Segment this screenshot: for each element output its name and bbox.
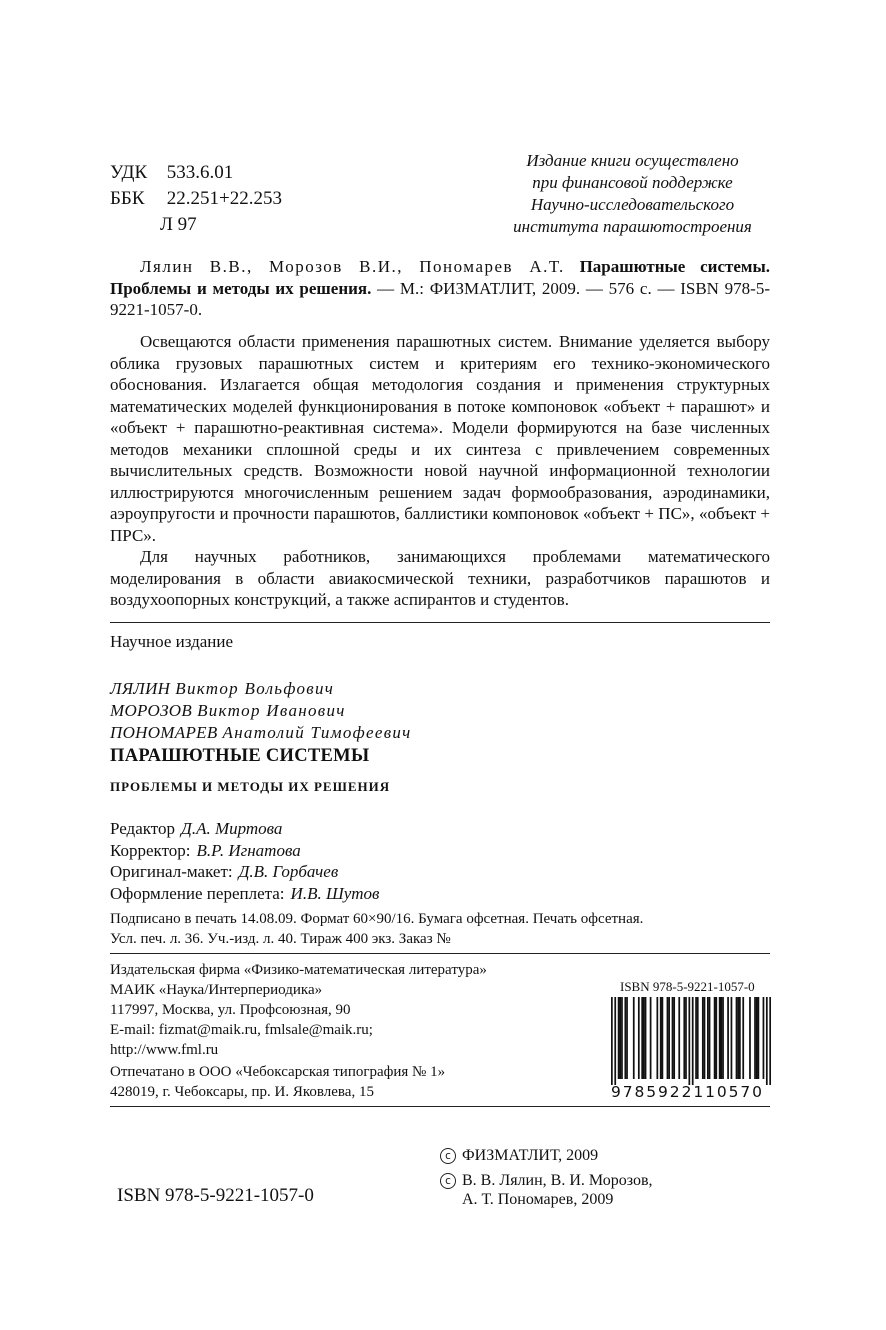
barcode-bar <box>758 997 760 1079</box>
copyright-line: c ФИЗМАТЛИТ, 2009 <box>440 1146 598 1166</box>
barcode-bar <box>650 997 652 1079</box>
author-line: МОРОЗОВ Виктор Иванович <box>110 701 346 720</box>
barcode-bar <box>645 997 647 1079</box>
udk-line <box>110 160 282 186</box>
barcode-bar <box>704 997 706 1079</box>
barcode-bar <box>709 997 711 1079</box>
biblio-details: — М.: ФИЗМАТЛИТ, 2009. — 576 с. — ISBN 978-5-9221-1057-0. <box>110 278 771 319</box>
abstract <box>110 331 770 611</box>
biblio-title: Парашютные системы. Проблемы и методы их решения. <box>110 257 770 298</box>
credit-line: Оригинал-макет: Д.В. Горбачев <box>110 862 339 881</box>
barcode-bar <box>742 997 744 1079</box>
abstract-paragraph: Для научных работников, занимающихся проблемами математического моделирования в области авиакосмической техники, разработчиков парашютов и воздухоопорных конструкций, а также аспирантов и студентов. <box>110 547 770 609</box>
credit-line: Оформление переплета: И.В. Шутов <box>110 883 380 903</box>
barcode-bar <box>668 997 670 1079</box>
barcode-bar <box>621 997 623 1079</box>
bbk-label: ББК <box>110 188 145 209</box>
publisher-line: E-mail: fizmat@maik.ru, fmlsale@maik.ru; <box>110 1022 373 1038</box>
abstract-paragraph: Освещаются области применения парашютных систем. Внимание уделяется выбору облика грузовых парашютных систем и критериям его технико-экономического обоснования. Излагается общая методология создания и применения структурных математических моделей функционирования в потоке компоновок «объект + парашют» и «объект + парашютно-реактивная система». Модели формируются на базе численных методов механики сплошной среды и их синтеза с привлечением современных вычислительных средств. Возможности новой научной информационной технологии иллюстрируются многочисленным решением задач формообразования, аэродинамики, аэроупругости и прочности парашютов, баллистики компоновок «объект + ПС», «объект + ПРС». <box>110 332 770 545</box>
barcode <box>611 997 771 1085</box>
copyright-icon: c <box>440 1173 456 1189</box>
barcode-bar <box>641 997 643 1079</box>
barcode-bar <box>756 997 758 1079</box>
isbn-bottom: ISBN 978-5-9221-1057-0 <box>117 1185 314 1206</box>
divider <box>110 953 770 954</box>
print-line: Подписано в печать 14.08.09. Формат 60×90/16. Бумага офсетная. Печать офсетная. <box>110 911 644 927</box>
printer-line: Отпечатано в ООО «Чебоксарская типография № 1» <box>110 1064 446 1080</box>
publisher-info <box>110 960 487 1060</box>
copyright-icon: c <box>440 1148 456 1164</box>
publisher-line: МАИК «Наука/Интерпериодика» <box>110 982 323 998</box>
barcode-bar <box>722 997 724 1079</box>
divider <box>110 1106 770 1107</box>
barcode-bar <box>626 997 628 1079</box>
edition-type: Научное издание <box>110 632 234 651</box>
bibliographic-record <box>110 256 770 321</box>
credit-line: Редактор Д.А. Миртова <box>110 819 283 838</box>
credit-line: Корректор: В.Р. Игнатова <box>110 840 301 860</box>
barcode-bar <box>727 997 729 1079</box>
udk-label: УДК <box>110 162 148 183</box>
barcode-bar <box>749 997 751 1079</box>
barcode-digits: 9785922110570 <box>611 1083 764 1101</box>
copyright-line: c В. В. Лялин, В. И. Морозов, <box>440 1171 653 1191</box>
barcode-bar <box>660 997 662 1079</box>
funding-line: Научно-исследовательского <box>530 195 735 214</box>
barcode-bar <box>697 997 699 1079</box>
printer-info <box>110 1062 445 1102</box>
barcode-bar <box>643 997 645 1079</box>
divider <box>110 622 770 623</box>
barcode-bar <box>766 997 768 1085</box>
barcode-bar <box>673 997 675 1079</box>
bbk-value: 22.251+22.253 <box>166 188 282 209</box>
barcode-bar <box>683 997 685 1079</box>
classification-block <box>110 160 282 238</box>
barcode-isbn-label: ISBN 978-5-9221-1057-0 <box>620 979 755 994</box>
barcode-bar <box>678 997 680 1079</box>
publisher-line: Издательская фирма «Физико-математическая литература» <box>110 962 487 978</box>
barcode-bar <box>707 997 709 1079</box>
barcode-bar <box>763 997 765 1079</box>
funding-line: при финансовой поддержке <box>532 173 733 192</box>
udk-value: 533.6.01 <box>166 162 234 183</box>
barcode-bar <box>719 997 721 1079</box>
funding-note <box>470 150 795 238</box>
print-line: Усл. печ. л. 36. Уч.-изд. л. 40. Тираж 400 экз. Заказ № <box>110 931 451 947</box>
barcode-bar <box>662 997 664 1079</box>
author-line: ЛЯЛИН Виктор Вольфович <box>110 679 335 698</box>
publisher-line: 117997, Москва, ул. Профсоюзная, 90 <box>110 1002 351 1018</box>
barcode-bar <box>618 997 620 1079</box>
bbk-line <box>110 186 282 212</box>
barcode-bar <box>715 997 717 1079</box>
copyright-line: А. Т. Пономарев, 2009 <box>462 1191 614 1208</box>
barcode-bar <box>614 997 616 1085</box>
funding-line: института парашютостроения <box>513 217 752 236</box>
barcode-bar <box>714 997 716 1079</box>
author-mark: Л 97 <box>160 214 197 235</box>
funding-line: Издание книги осуществлено <box>526 151 739 170</box>
printer-line: 428019, г. Чебоксары, пр. И. Яковлева, 15 <box>110 1084 374 1100</box>
barcode-bar <box>656 997 658 1079</box>
book-subtitle: ПРОБЛЕМЫ И МЕТОДЫ ИХ РЕШЕНИЯ <box>110 779 391 794</box>
barcode-bar <box>667 997 669 1079</box>
barcode-bar <box>688 997 690 1085</box>
barcode-bar <box>702 997 704 1079</box>
author-list <box>110 678 412 744</box>
barcode-bar <box>619 997 621 1079</box>
barcode-bar <box>720 997 722 1079</box>
print-details <box>110 909 643 949</box>
barcode-bar <box>685 997 687 1079</box>
barcode-bar <box>769 997 771 1085</box>
barcode-bar <box>611 997 613 1085</box>
biblio-authors: Лялин В.В., Морозов В.И., Пономарев А.Т. <box>140 257 565 276</box>
barcode-bar <box>739 997 741 1079</box>
author-line: ПОНОМАРЕВ Анатолий Тимофеевич <box>110 723 412 742</box>
barcode-bar <box>672 997 674 1079</box>
barcode-bar <box>633 997 635 1079</box>
publisher-line: http://www.fml.ru <box>110 1042 219 1058</box>
barcode-bar <box>692 997 694 1085</box>
barcode-bar <box>624 997 626 1079</box>
barcode-bar <box>737 997 739 1079</box>
credits <box>110 818 379 904</box>
barcode-bar <box>736 997 738 1079</box>
barcode-bar <box>695 997 697 1079</box>
book-title: ПАРАШЮТНЫЕ СИСТЕМЫ <box>110 746 370 766</box>
barcode-bar <box>638 997 640 1079</box>
barcode-bar <box>754 997 756 1079</box>
barcode-bar <box>731 997 733 1079</box>
